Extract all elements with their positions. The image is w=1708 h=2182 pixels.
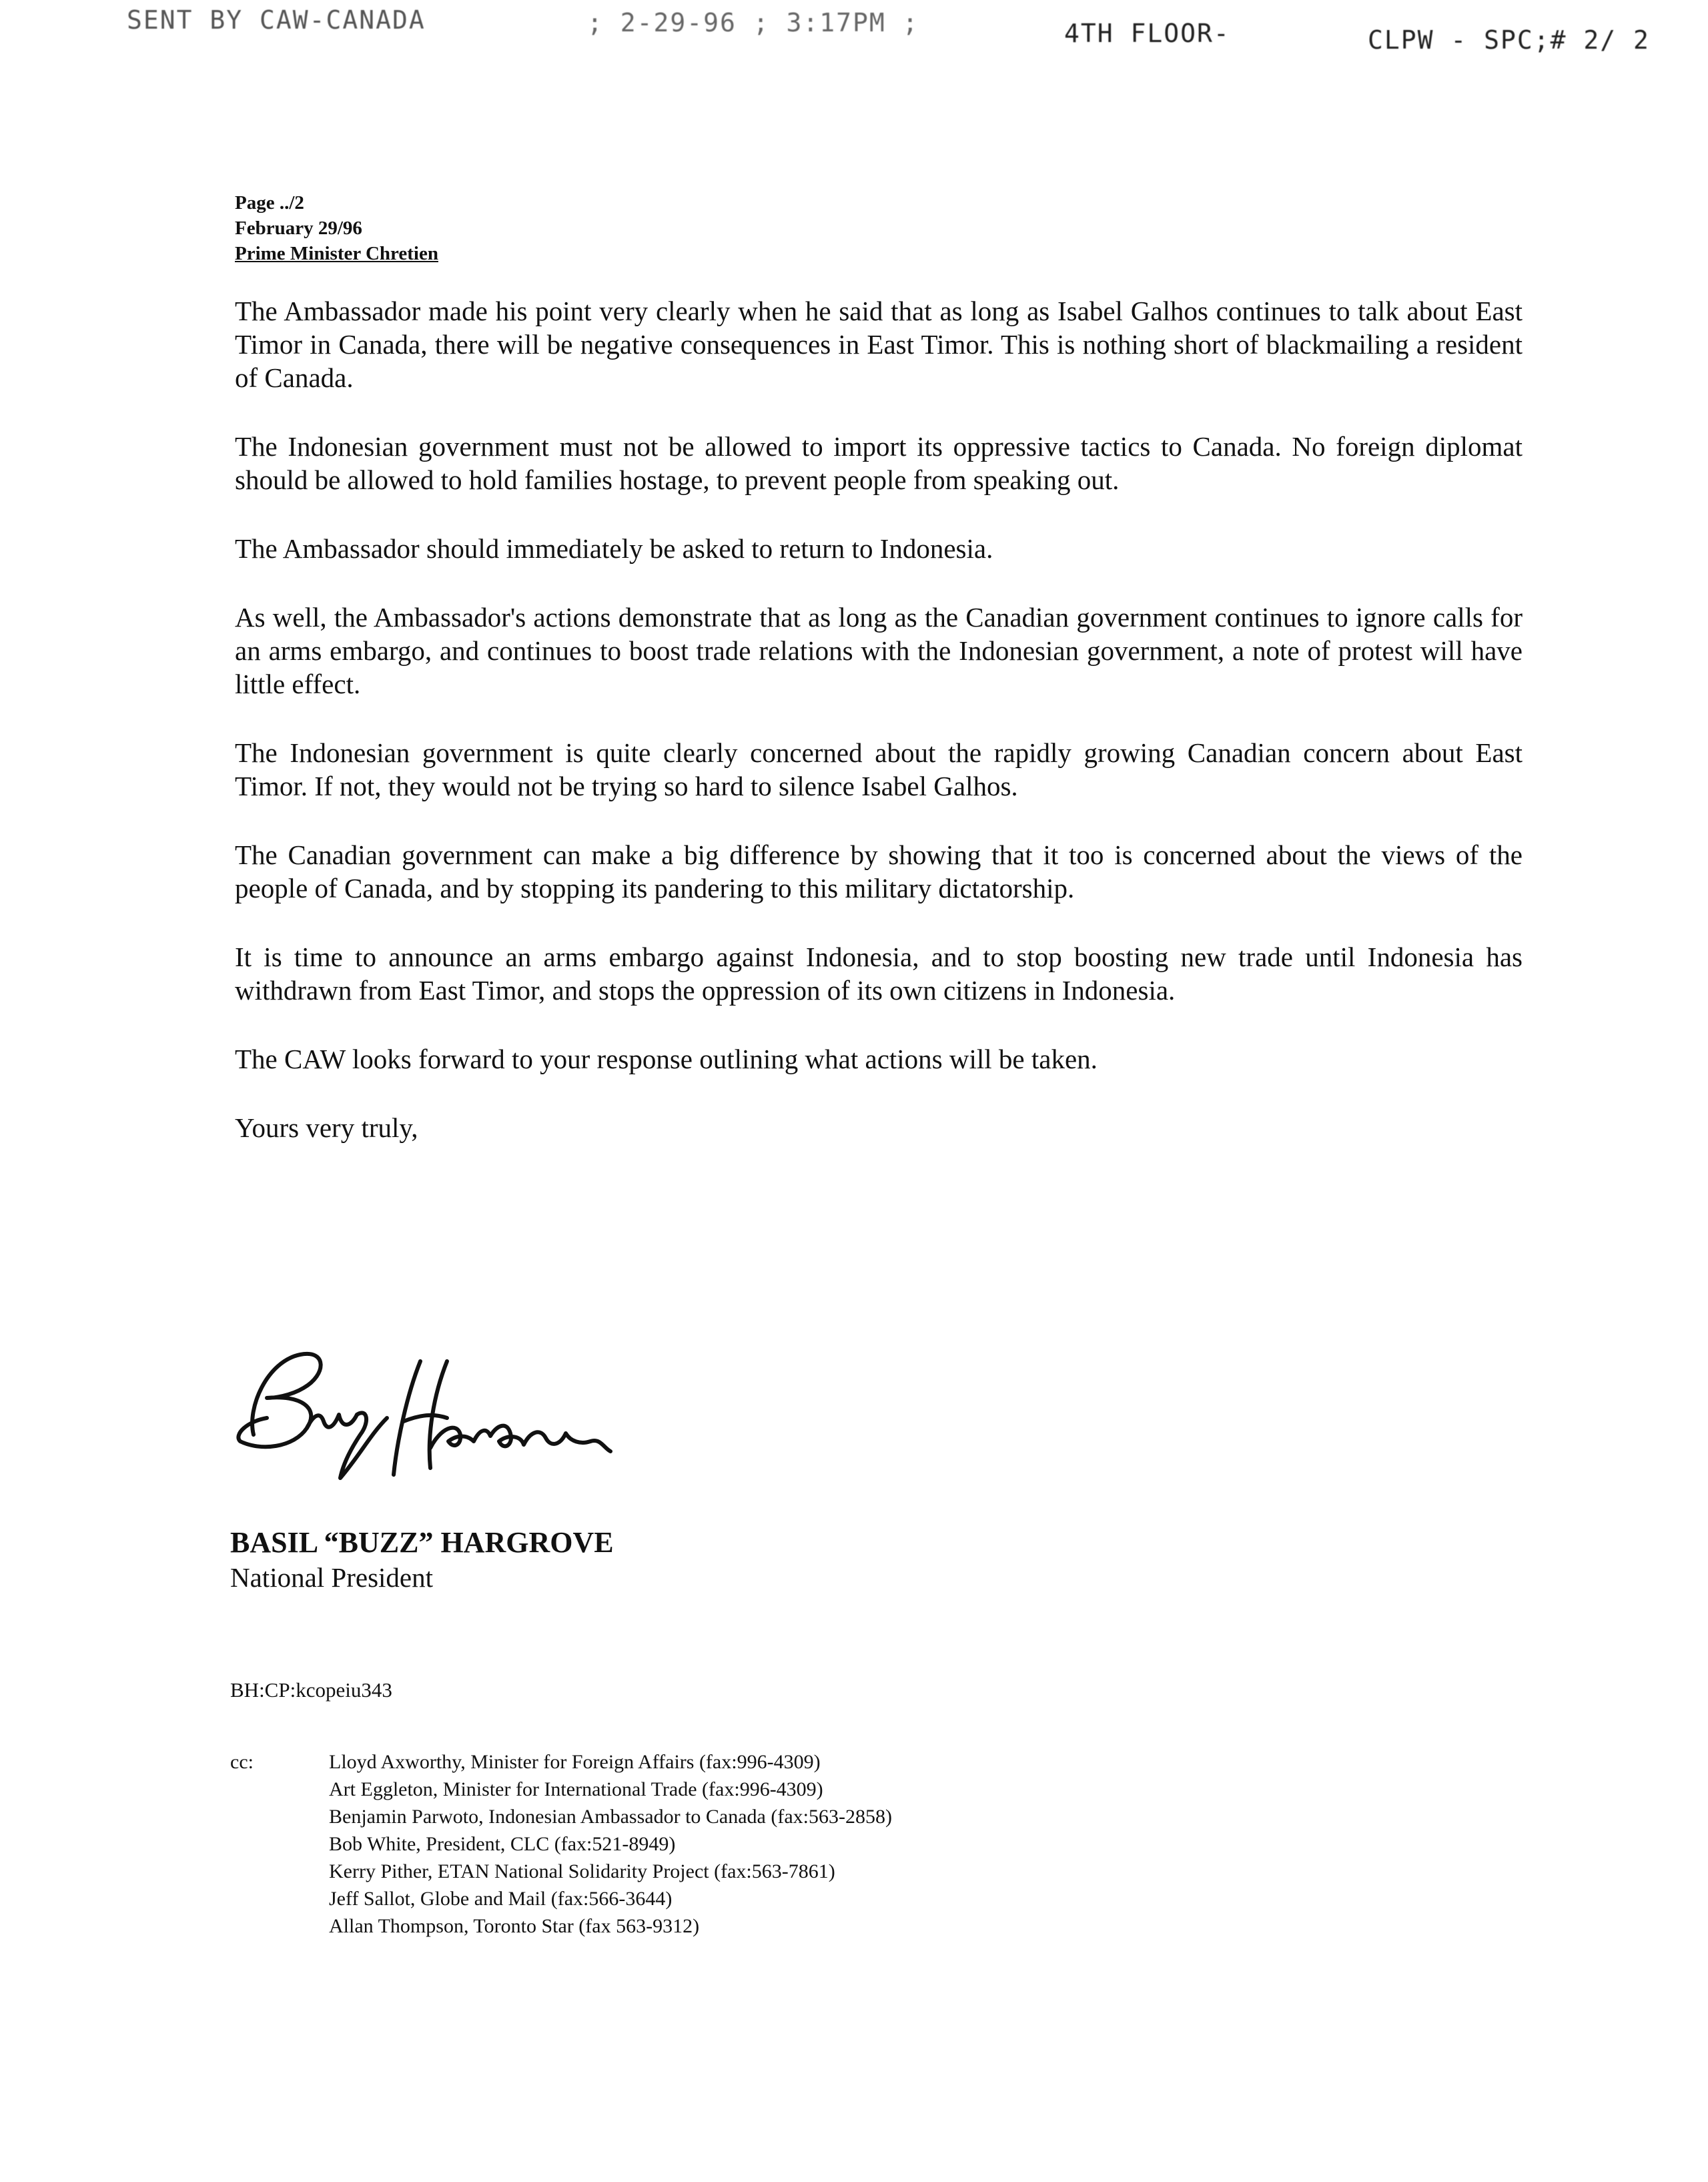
letter-date: February 29/96	[235, 218, 362, 239]
page-number: Page ../2	[235, 192, 304, 214]
page-meta	[235, 190, 1523, 266]
body-paragraph: The CAW looks forward to your response outlining what actions will be taken.	[235, 1044, 1098, 1074]
fax-datetime: ; 2-29-96 ; 3:17PM ;	[587, 8, 919, 37]
fax-sender: SENT BY CAW-CANADA	[127, 5, 426, 35]
body-paragraph: It is time to announce an arms embargo against Indonesia, and to stop boosting new trade until Indonesia has withdrawn from East Timor, and stops the oppression of its own citizens in Indonesia.	[235, 942, 1523, 1006]
fax-floor: 4TH FLOOR-	[1064, 19, 1230, 48]
cc-recipient: Benjamin Parwoto, Indonesian Ambassador to Canada (fax:563-2858)	[329, 1806, 892, 1828]
cc-label: cc:	[230, 1751, 254, 1773]
signer-block	[230, 1525, 614, 1594]
body-paragraph: The Indonesian government must not be allowed to import its oppressive tactics to Canada. No foreign diplomat should be allowed to hold families hostage, to prevent people from speaking out.	[235, 431, 1523, 495]
signer-name: BASIL “BUZZ” HARGROVE	[230, 1526, 614, 1559]
body-paragraph: The Ambassador should immediately be asked to return to Indonesia.	[235, 533, 993, 564]
letter-recipient: Prime Minister Chretien	[235, 243, 438, 264]
cc-recipient: Kerry Pither, ETAN National Solidarity Project (fax:563-7861)	[329, 1860, 835, 1882]
signer-title: National President	[230, 1562, 434, 1593]
handwritten-signature	[227, 1335, 614, 1488]
fax-page-number: CLPW - SPC;# 2/ 2	[1368, 25, 1650, 55]
letter-body	[235, 190, 1523, 1144]
reference-initials: BH:CP:kcopeiu343	[230, 1678, 392, 1702]
cc-list	[329, 1748, 1330, 1940]
closing-salutation: Yours very truly,	[235, 1112, 418, 1143]
body-paragraph: The Ambassador made his point very clearly when he said that as long as Isabel Galhos continues to talk about East Timor in Canada, there will be negative consequences in East Timor. This is nothing short of blackmailing a resident of Canada.	[235, 296, 1523, 393]
cc-recipient: Lloyd Axworthy, Minister for Foreign Affairs (fax:996-4309)	[329, 1751, 821, 1773]
body-paragraph: The Canadian government can make a big difference by showing that it too is concerned about the views of the people of Canada, and by stopping its pandering to this military dictatorship.	[235, 839, 1523, 903]
body-paragraph: As well, the Ambassador's actions demonstrate that as long as the Canadian government continues to ignore calls for an arms embargo, and continues to boost trade relations with the Indonesian government, a note of protest will have little effect.	[235, 602, 1523, 699]
body-paragraph: The Indonesian government is quite clearly concerned about the rapidly growing Canadian concern about East Timor. If not, they would not be trying so hard to silence Isabel Galhos.	[235, 737, 1523, 801]
cc-recipient: Art Eggleton, Minister for International Trade (fax:996-4309)	[329, 1778, 823, 1800]
cc-recipient: Allan Thompson, Toronto Star (fax 563-9312)	[329, 1915, 700, 1937]
cc-recipient: Jeff Sallot, Globe and Mail (fax:566-3644)	[329, 1888, 673, 1910]
fax-header	[0, 0, 1708, 80]
cc-recipient: Bob White, President, CLC (fax:521-8949)	[329, 1833, 676, 1855]
